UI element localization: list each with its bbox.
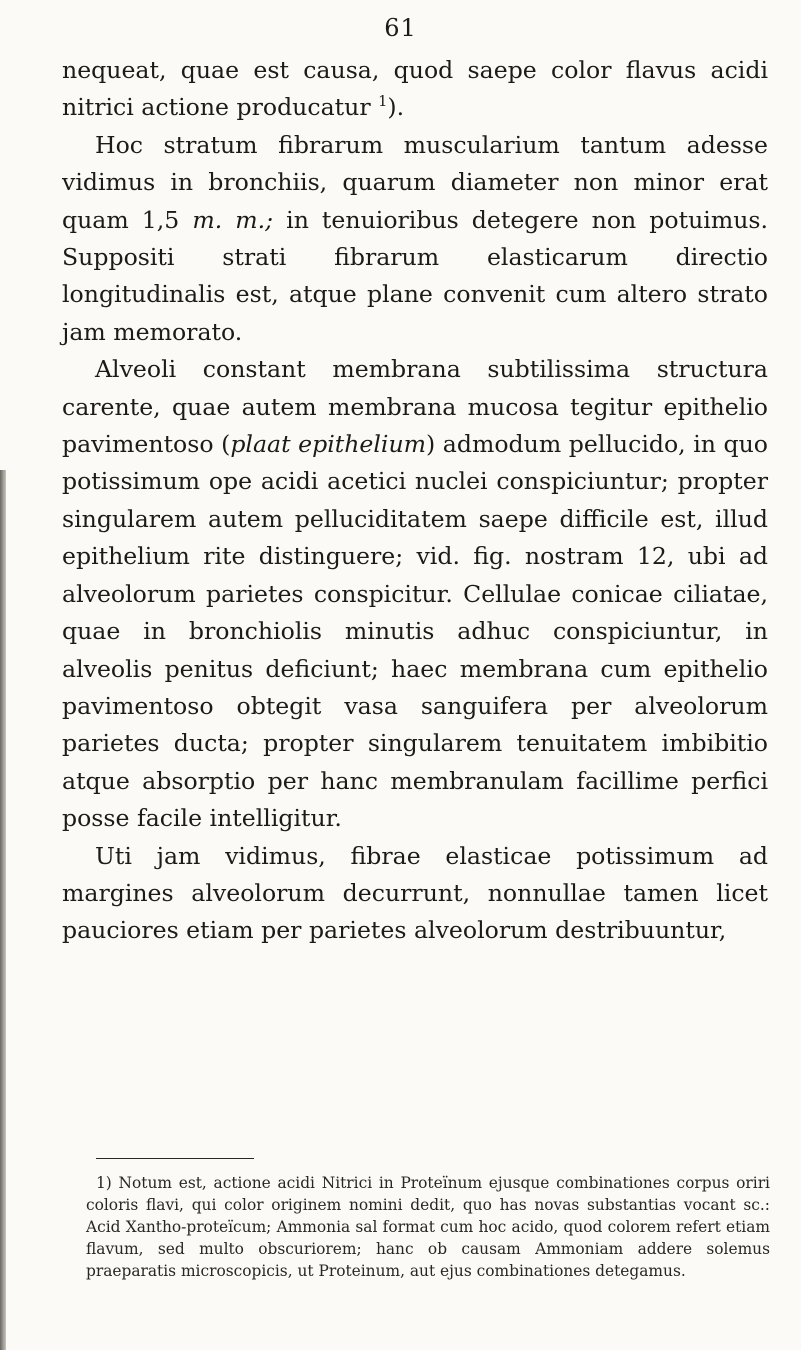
footnote-marker: 1) xyxy=(96,1174,112,1192)
paragraph-4-text: Uti jam vidimus, fibrae elasticae potissimum ad margines alveolorum decurrunt, nonnullae tamen licet pauciores etiam per parietes alveolorum destribuuntur, xyxy=(62,841,768,945)
paragraph-2-text-a: Hoc stratum fibrarum muscularium tantum adesse vidimus in bronchiis, quarum diameter non minor erat quam 1,5 xyxy=(62,130,768,234)
unit-abbreviation: m. m.; xyxy=(192,205,274,234)
paragraph-3-text-b: ) admodum pellucido, in quo potissimum ope acidi acetici nuclei conspiciuntur; propter singularem autem pelluciditatem saepe difficile est, illud epithelium rite distinguere; vid. fig. nostram 12, ubi ad alveolorum parietes conspicitur. Cellulae conicae ciliatae, quae in bronchiolis minutis adhuc conspiciuntur, in alveolis penitus deficiunt; haec membrana cum epithelio pavimentoso obtegit vasa sanguifera per alveolorum parietes ducta; propter singularem tenuitatem imbibitio atque absorptio per hanc membranulam facillime perfici posse facile intelligitur. xyxy=(62,430,768,833)
dutch-term: plaat epithelium xyxy=(230,430,427,459)
paragraph-4 xyxy=(62,838,768,950)
paragraph-2 xyxy=(62,127,768,351)
paragraph-3 xyxy=(62,351,768,837)
paragraph-3-text-a: Alveoli constant membrana subtilissima structura carente, quae autem membrana mucosa tegitur epithelio pavimentoso ( xyxy=(62,355,768,459)
paragraph-1-end: ). xyxy=(387,93,405,122)
footnote-reference[interactable]: 1 xyxy=(378,93,388,111)
main-text xyxy=(62,52,768,950)
paragraph-1-text: nequeat, quae est causa, quod saepe color flavus acidi nitrici actione producatur xyxy=(62,56,768,122)
page-number: 61 xyxy=(384,14,417,42)
paragraph-2-text-b: in tenuioribus detegere non potuimus. Suppositi strati fibrarum elasticarum directio longitudinalis est, atque plane convenit cum altero strato jam memorato. xyxy=(62,205,768,346)
page-edge-shadow xyxy=(0,470,6,1350)
footnote-text: Notum est, actione acidi Nitrici in Proteïnum ejusque combinationes corpus oriri coloris flavi, qui color originem nomini dedit, quo has novas substantias vocant sc.: Acid Xantho-proteïcum; Ammonia sal format cum hoc acido, quod colorem refert etiam flavum, sed multo obscuriorem; hanc ob causam Ammoniam addere solemus praeparatis microscopicis, ut Proteinum, aut ejus combinationes detegamus. xyxy=(86,1174,770,1280)
footnote xyxy=(86,1172,770,1282)
footnote-separator xyxy=(96,1158,254,1159)
paragraph-1 xyxy=(62,52,768,127)
footnote-paragraph xyxy=(86,1172,770,1282)
